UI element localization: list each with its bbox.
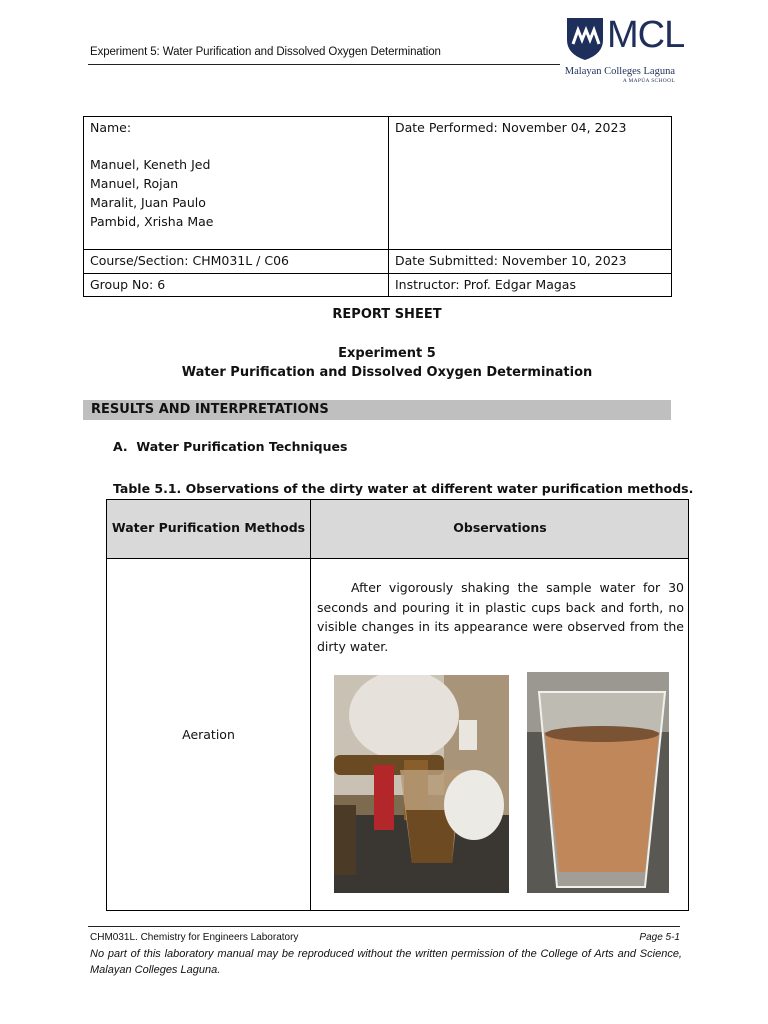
footer-page-number: Page 5-1 bbox=[639, 932, 680, 943]
method-cell: Aeration bbox=[182, 727, 235, 742]
mcl-logo bbox=[563, 14, 685, 88]
report-title: REPORT SHEET bbox=[332, 307, 442, 322]
member-name: Maralit, Juan Paulo bbox=[90, 194, 206, 210]
member-name: Manuel, Rojan bbox=[90, 176, 179, 192]
logo-subtitle: A MAPÚA SCHOOL bbox=[622, 78, 675, 84]
instructor: Instructor: Prof. Edgar Magas bbox=[389, 273, 672, 297]
table-caption: Table 5.1. Observations of the dirty water at different water purification methods. bbox=[113, 481, 694, 496]
observation-text: After vigorously shaking the sample water for 30 seconds and pouring it in plastic cups back and forth, no visible changes in its appearance were observed from the dirty water. bbox=[317, 580, 684, 654]
footer-course: CHM031L. Chemistry for Engineers Laboratory bbox=[90, 932, 299, 943]
column-divider bbox=[310, 500, 311, 910]
column-header-observations: Observations bbox=[453, 520, 547, 535]
group-no: Group No: 6 bbox=[84, 273, 389, 297]
date-performed: Date Performed: November 04, 2023 bbox=[389, 117, 672, 250]
photo-dirty-water-cup bbox=[527, 672, 669, 893]
running-header: Experiment 5: Water Purification and Dissolved Oxygen Determination bbox=[90, 46, 441, 58]
names-list bbox=[90, 156, 382, 231]
photo-pouring-water bbox=[334, 675, 509, 893]
header-rule bbox=[88, 64, 560, 65]
experiment-title: Experiment 5 bbox=[338, 346, 436, 361]
logo-name: Malayan Colleges Laguna bbox=[564, 66, 675, 77]
subsection-heading: A. Water Purification Techniques bbox=[113, 439, 348, 454]
section-heading: RESULTS AND INTERPRETATIONS bbox=[91, 402, 329, 417]
experiment-subtitle: Water Purification and Dissolved Oxygen Determination bbox=[181, 365, 593, 380]
member-name: Manuel, Keneth Jed bbox=[90, 157, 211, 173]
logo-wordmark: MCL bbox=[607, 14, 685, 56]
course-section: Course/Section: CHM031L / C06 bbox=[84, 250, 389, 274]
shield-icon bbox=[565, 16, 605, 62]
name-label: Name: bbox=[90, 120, 132, 135]
names-cell bbox=[84, 117, 389, 250]
section-heading-bar bbox=[83, 400, 671, 420]
date-submitted: Date Submitted: November 10, 2023 bbox=[389, 250, 672, 274]
column-header-methods: Water Purification Methods bbox=[111, 520, 306, 535]
footer-copyright-note: No part of this laboratory manual may be reproduced without the written permission of the College of Arts and Science, Malayan Colleges Laguna. bbox=[90, 948, 682, 976]
student-info-table bbox=[83, 116, 672, 297]
footer-rule bbox=[88, 926, 680, 927]
member-name: Pambid, Xrisha Mae bbox=[90, 213, 214, 229]
observation-table bbox=[106, 499, 689, 911]
